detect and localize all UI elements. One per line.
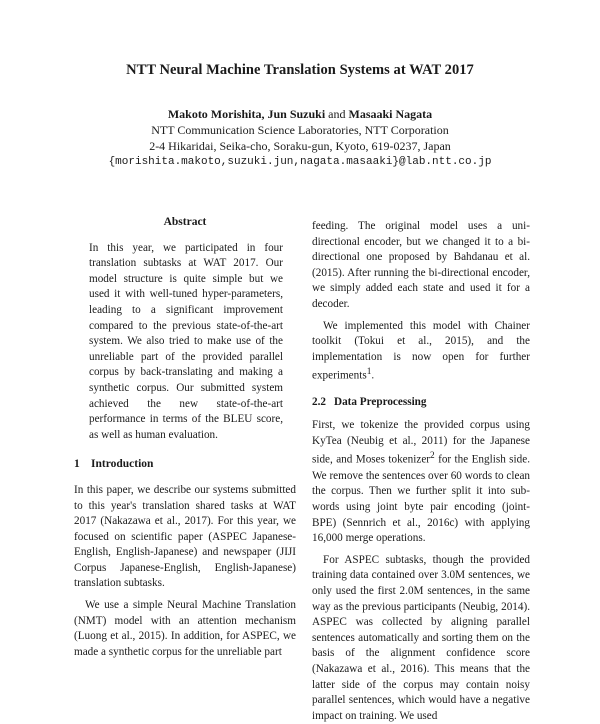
right-column [312,219,530,724]
model-paragraph: feeding. The original model uses a uni-directional encoder, but we changed it to a bi-directional one proposed by Bahdanau et al. (2015). After running the bi-directional encoder, we simply added each state and used it for a decoder. [312,220,530,310]
preprocessing-paragraph-2: For ASPEC subtasks, though the provided training data contained over 3.0M sentences, we only used the first 2.0M sentences, in the same way as the previous participants (Neubig, 2014). ASPEC was collected by aligning parallel sentences automatically and sorting them on the basis of the alignment confidence score (Nakazawa et al., 2016). This means that the latter side of the corpus may contain noisy parallel sentences, which would have a negative impact on training. We used [312,553,530,722]
implementation-paragraph [312,319,530,385]
footnote-marker-1: 1 [366,367,372,378]
subsection-heading-preprocessing [312,395,530,411]
section-heading-introduction [74,457,296,473]
author-block [0,106,600,170]
author-names-first: Makoto Morishita, Jun Suzuki [167,107,326,121]
intro-paragraph-2: We use a simple Neural Machine Translation (NMT) model with an attention mechanism (Luong et al., 2015). In addition, for ASPEC, we made a synthetic corpus for the unreliable part [74,599,296,658]
author-names [0,106,600,122]
email-address: {morishita.makoto,suzuki.jun,nagata.masaaki}@lab.ntt.co.jp [108,156,492,168]
address: 2-4 Hikaridai, Seika-cho, Soraku-gun, Kyoto, 619-0237, Japan [149,139,451,153]
paper-title: NTT Neural Machine Translation Systems at WAT 2017 [126,62,474,78]
section-number: 1 [74,458,80,471]
footnote-marker-2: 2 [430,451,435,462]
abstract-heading: Abstract [163,216,207,228]
author-names-last: Masaaki Nagata [348,107,433,121]
section-title: Introduction [91,458,154,471]
implementation-text: We implemented this model with Chainer toolkit (Tokui et al., 2015), and the implementation is now open for further experiments [312,319,530,383]
abstract-text: In this year, we participated in four translation subtasks at WAT 2017. Our model structure is quite simple but we used it with well-tuned hyper-parameters, leading to a significant improvement compared to the previous state-of-the-art system. We also tried to make use of the unreliable part of the provided parallel corpus by back-translating and making a synthetic corpus. Our submitted system achieved the new state-of-the-art performance in terms of the BLEU score, as well as human evaluation. [89,241,283,441]
preprocessing-text-b: for the English side. We remove the sentences over 60 words to clean the corpus. Then we further split it into sub-words using joint byte pair encoding (joint-BPE) (Sennrich et al., 2016c) with applying 16,000 merge operations. [312,454,531,545]
subsection-number: 2.2 [312,395,326,408]
preprocessing-text-a: First, we tokenize the provided corpus using KyTea (Neubig et al., 2011) for the Japanese side, and Moses tokenizer [312,419,530,467]
implementation-end: . [371,370,375,383]
left-column [74,215,296,660]
preprocessing-paragraph-1 [312,418,530,546]
author-names-and: and [328,107,346,121]
subsection-title: Data Preprocessing [334,395,427,408]
affiliation: NTT Communication Science Laboratories, NTT Corporation [151,123,449,137]
intro-paragraph-1: In this paper, we describe our systems submitted to this year's translation shared tasks at WAT 2017 (Nakazawa et al., 2017). For this year, we focused on scientific paper (ASPEC Japanese-English, English-Japanese) and newspaper (JIJI Corpus Japanese-English, English-Japanese) translation subtasks. [74,483,296,590]
